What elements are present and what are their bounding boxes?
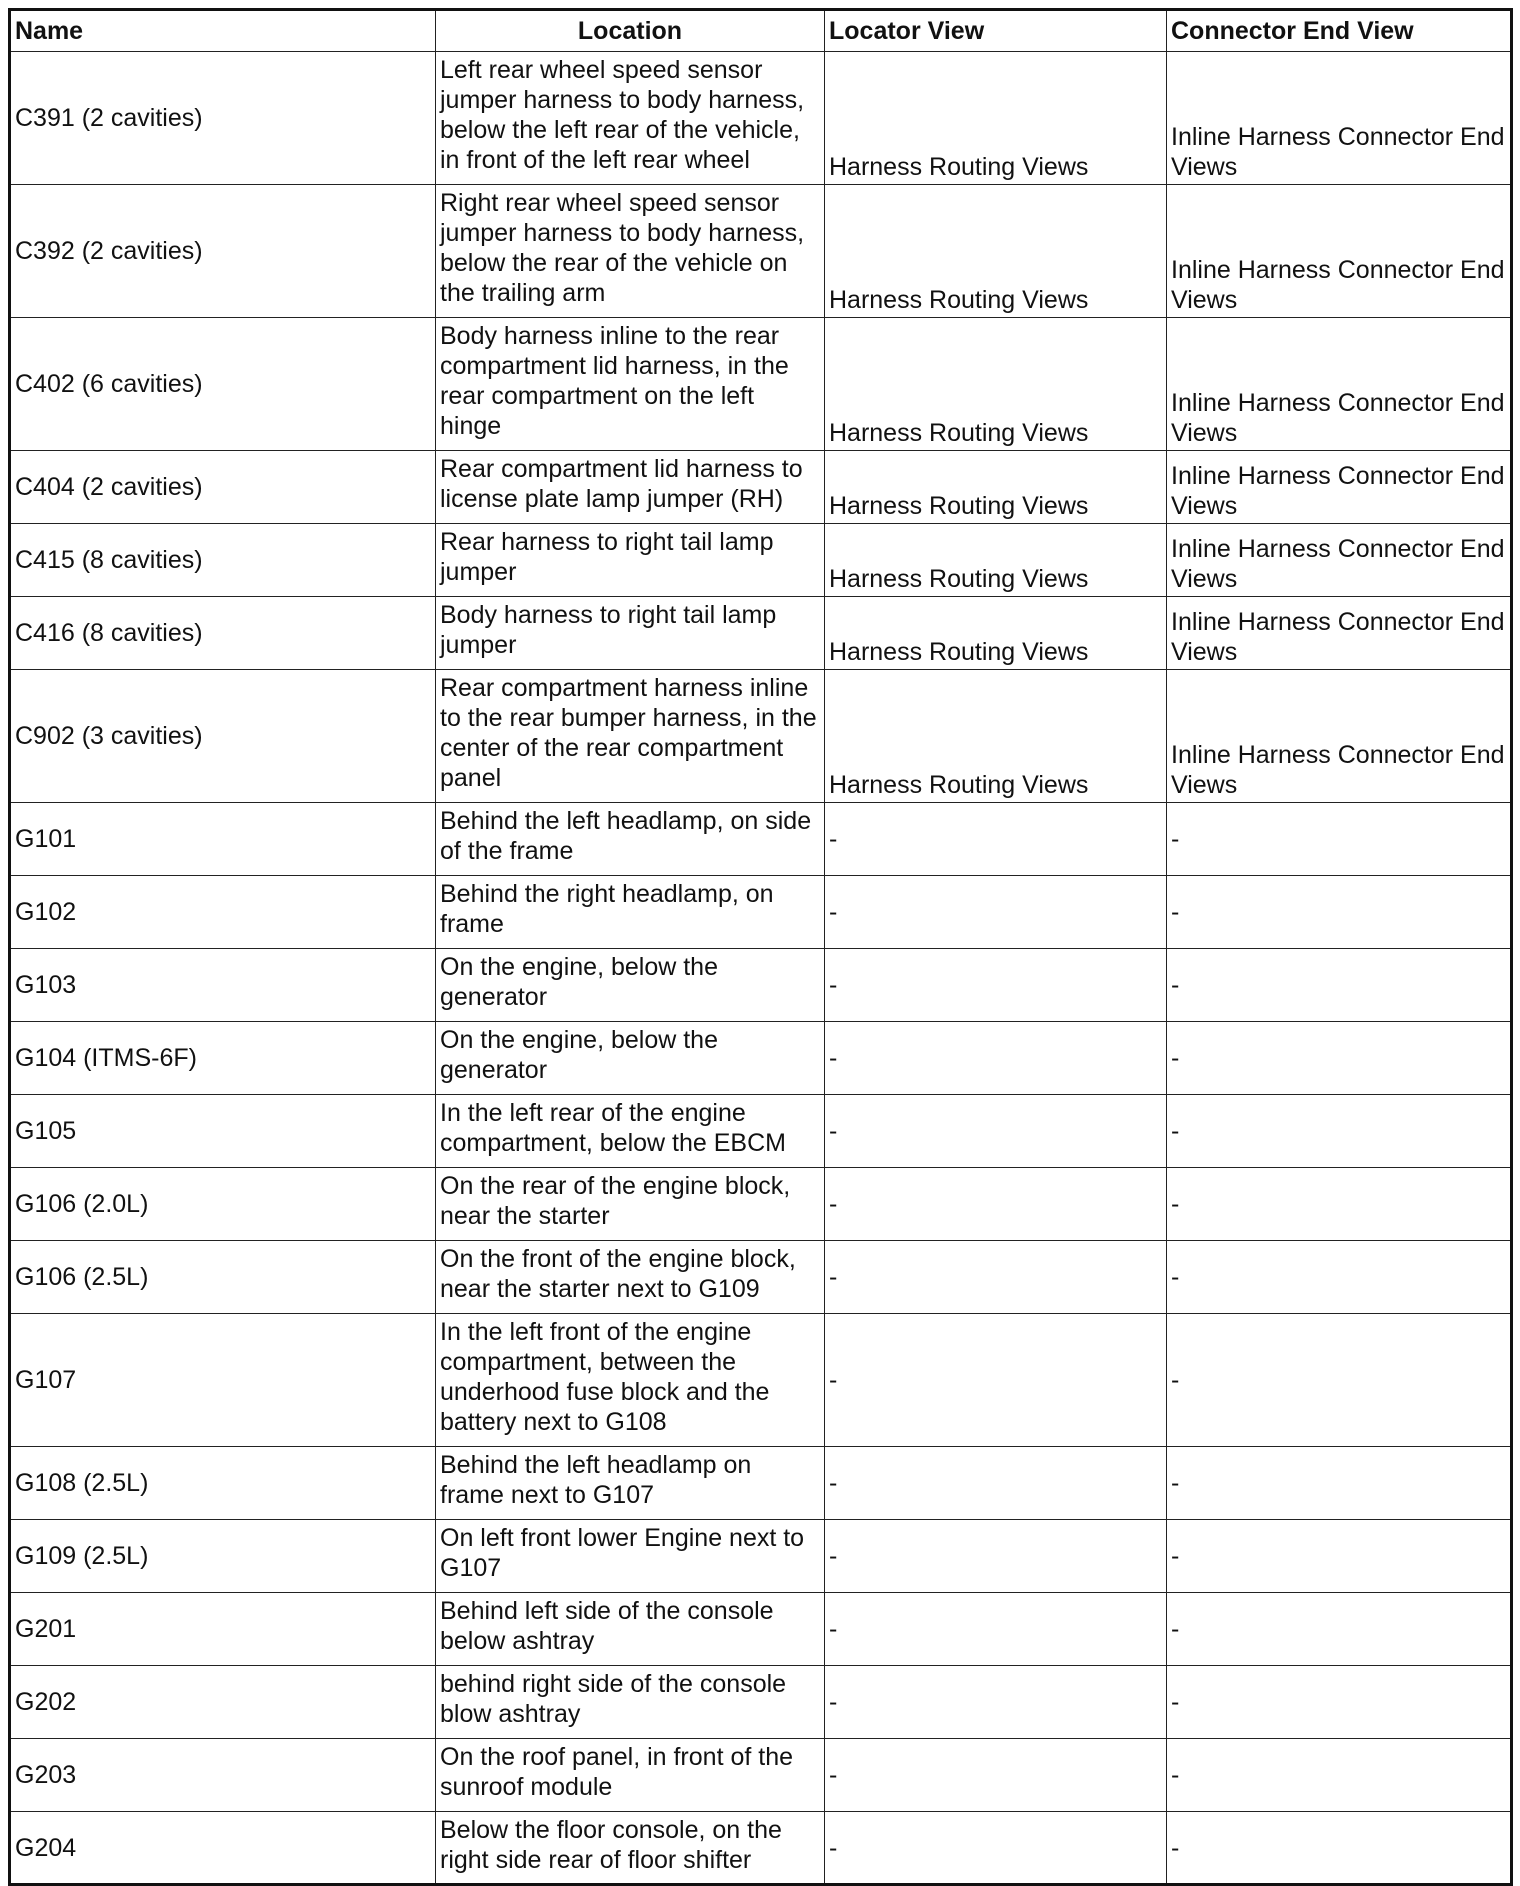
table-row: [10, 185, 1512, 318]
table-row: [10, 524, 1512, 597]
cell-locator-view: -: [825, 1095, 1167, 1168]
cell-connector-end-view: -: [1167, 1593, 1512, 1666]
cell-connector-end-view: -: [1167, 1812, 1512, 1885]
cell-name: C902 (3 cavities): [10, 670, 436, 803]
header-location: Location: [436, 10, 825, 52]
cell-locator-view: -: [825, 803, 1167, 876]
cell-location: Below the floor console, on the right side rear of floor shifter: [436, 1812, 825, 1885]
cell-name: G203: [10, 1739, 436, 1812]
table-row: [10, 1168, 1512, 1241]
cell-name: G202: [10, 1666, 436, 1739]
cell-locator-view: -: [825, 1812, 1167, 1885]
cell-locator-view: Harness Routing Views: [825, 597, 1167, 670]
cell-connector-end-view: -: [1167, 1314, 1512, 1447]
cell-name: C392 (2 cavities): [10, 185, 436, 318]
cell-location: On the engine, below the generator: [436, 1022, 825, 1095]
cell-locator-view: Harness Routing Views: [825, 52, 1167, 185]
table-row: [10, 803, 1512, 876]
cell-name: C402 (6 cavities): [10, 318, 436, 451]
table-row: [10, 1739, 1512, 1812]
cell-locator-view: -: [825, 1593, 1167, 1666]
header-name: Name: [10, 10, 436, 52]
header-locator-view: Locator View: [825, 10, 1167, 52]
cell-locator-view: Harness Routing Views: [825, 451, 1167, 524]
cell-connector-end-view: -: [1167, 803, 1512, 876]
table-row: [10, 52, 1512, 185]
cell-connector-end-view: -: [1167, 1666, 1512, 1739]
table-row: [10, 1022, 1512, 1095]
header-row: [10, 10, 1512, 52]
cell-connector-end-view: -: [1167, 1168, 1512, 1241]
header-connector-end-view: Connector End View: [1167, 10, 1512, 52]
cell-name: G104 (ITMS-6F): [10, 1022, 436, 1095]
table-row: [10, 949, 1512, 1022]
cell-name: C404 (2 cavities): [10, 451, 436, 524]
cell-name: G103: [10, 949, 436, 1022]
cell-name: G101: [10, 803, 436, 876]
cell-location: On the rear of the engine block, near the starter: [436, 1168, 825, 1241]
cell-connector-end-view: -: [1167, 1095, 1512, 1168]
cell-name: G106 (2.5L): [10, 1241, 436, 1314]
cell-connector-end-view: Inline Harness Connector End Views: [1167, 597, 1512, 670]
cell-connector-end-view: -: [1167, 1241, 1512, 1314]
table-row: [10, 1666, 1512, 1739]
cell-locator-view: Harness Routing Views: [825, 185, 1167, 318]
cell-name: C391 (2 cavities): [10, 52, 436, 185]
cell-name: G106 (2.0L): [10, 1168, 436, 1241]
cell-locator-view: -: [825, 1168, 1167, 1241]
table-row: [10, 1314, 1512, 1447]
table-row: [10, 1241, 1512, 1314]
table-row: [10, 876, 1512, 949]
cell-location: Rear harness to right tail lamp jumper: [436, 524, 825, 597]
cell-locator-view: Harness Routing Views: [825, 524, 1167, 597]
cell-location: Behind the left headlamp on frame next to G107: [436, 1447, 825, 1520]
cell-connector-end-view: Inline Harness Connector End Views: [1167, 318, 1512, 451]
cell-connector-end-view: -: [1167, 1739, 1512, 1812]
cell-locator-view: -: [825, 1447, 1167, 1520]
cell-connector-end-view: -: [1167, 1022, 1512, 1095]
table-row: [10, 1593, 1512, 1666]
cell-name: G201: [10, 1593, 436, 1666]
table-row: [10, 318, 1512, 451]
cell-location: Body harness to right tail lamp jumper: [436, 597, 825, 670]
cell-location: behind right side of the console blow ashtray: [436, 1666, 825, 1739]
cell-location: Right rear wheel speed sensor jumper harness to body harness, below the rear of the vehicle on the trailing arm: [436, 185, 825, 318]
cell-connector-end-view: -: [1167, 949, 1512, 1022]
cell-location: In the left front of the engine compartment, between the underhood fuse block and the battery next to G108: [436, 1314, 825, 1447]
cell-location: Behind the right headlamp, on frame: [436, 876, 825, 949]
table-row: [10, 1095, 1512, 1168]
cell-name: C416 (8 cavities): [10, 597, 436, 670]
cell-connector-end-view: -: [1167, 1520, 1512, 1593]
cell-connector-end-view: Inline Harness Connector End Views: [1167, 670, 1512, 803]
table-row: [10, 1812, 1512, 1885]
cell-locator-view: -: [825, 1314, 1167, 1447]
cell-name: C415 (8 cavities): [10, 524, 436, 597]
table-row: [10, 1447, 1512, 1520]
connector-ground-table: [8, 8, 1513, 1886]
cell-name: G105: [10, 1095, 436, 1168]
cell-location: In the left rear of the engine compartment, below the EBCM: [436, 1095, 825, 1168]
cell-location: Behind the left headlamp, on side of the frame: [436, 803, 825, 876]
cell-connector-end-view: Inline Harness Connector End Views: [1167, 52, 1512, 185]
cell-location: Behind left side of the console below ashtray: [436, 1593, 825, 1666]
cell-name: G102: [10, 876, 436, 949]
cell-name: G107: [10, 1314, 436, 1447]
cell-locator-view: -: [825, 1666, 1167, 1739]
cell-locator-view: -: [825, 1520, 1167, 1593]
cell-location: Body harness inline to the rear compartment lid harness, in the rear compartment on the left hinge: [436, 318, 825, 451]
cell-locator-view: -: [825, 1739, 1167, 1812]
table-row: [10, 597, 1512, 670]
cell-connector-end-view: -: [1167, 1447, 1512, 1520]
table-row: [10, 451, 1512, 524]
cell-connector-end-view: Inline Harness Connector End Views: [1167, 524, 1512, 597]
cell-name: G108 (2.5L): [10, 1447, 436, 1520]
cell-location: On the roof panel, in front of the sunroof module: [436, 1739, 825, 1812]
cell-location: On the front of the engine block, near the starter next to G109: [436, 1241, 825, 1314]
cell-location: Rear compartment lid harness to license plate lamp jumper (RH): [436, 451, 825, 524]
cell-locator-view: -: [825, 1241, 1167, 1314]
cell-location: On left front lower Engine next to G107: [436, 1520, 825, 1593]
connector-ground-table-sheet: [8, 8, 1510, 1886]
cell-location: On the engine, below the generator: [436, 949, 825, 1022]
cell-locator-view: -: [825, 949, 1167, 1022]
cell-name: G204: [10, 1812, 436, 1885]
cell-connector-end-view: Inline Harness Connector End Views: [1167, 451, 1512, 524]
cell-connector-end-view: -: [1167, 876, 1512, 949]
cell-location: Rear compartment harness inline to the rear bumper harness, in the center of the rear compartment panel: [436, 670, 825, 803]
cell-locator-view: Harness Routing Views: [825, 670, 1167, 803]
cell-locator-view: Harness Routing Views: [825, 318, 1167, 451]
table-row: [10, 1520, 1512, 1593]
cell-locator-view: -: [825, 1022, 1167, 1095]
cell-locator-view: -: [825, 876, 1167, 949]
cell-name: G109 (2.5L): [10, 1520, 436, 1593]
cell-connector-end-view: Inline Harness Connector End Views: [1167, 185, 1512, 318]
table-row: [10, 670, 1512, 803]
cell-location: Left rear wheel speed sensor jumper harness to body harness, below the left rear of the vehicle, in front of the left rear wheel: [436, 52, 825, 185]
